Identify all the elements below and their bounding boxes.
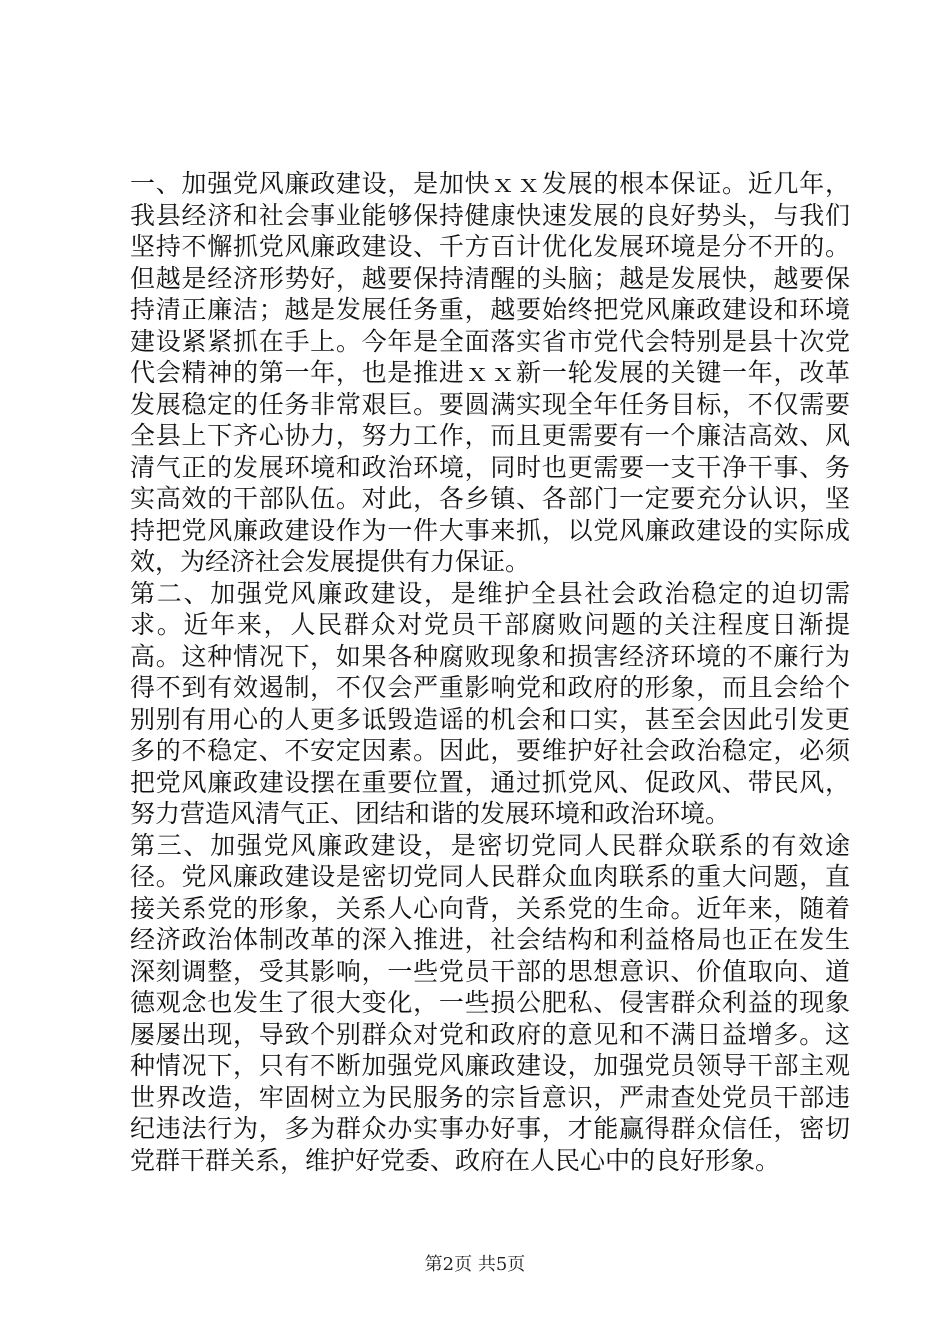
paragraph-1: 一、加强党风廉政建设，是加快ｘｘ发展的根本保证。近几年，我县经济和社会事业能够保持健康快速发展的良好势头，与我们坚持不懈抓党风廉政建设、千方百计优化发展环境是分不开的。但越是经济形势好，越要保持清醒的头脑；越是发展快，越要保持清正廉洁；越是发展任务重，越要始终把党风廉政建设和环境建设紧紧抓在手上。今年是全面落实省市党代会特别是县十次党代会精神的第一年，也是推进ｘｘ新一轮发展的关键一年，改革发展稳定的任务非常艰巨。要圆满实现全年任务目标，不仅需要全县上下齐心协力，努力工作，而且更需要有一个廉洁高效、风清气正的发展环境和政治环境，同时也更需要一支干净干事、务实高效的干部队伍。对此，各乡镇、各部门一定要充分认识，坚持把党风廉政建设作为一件大事来抓，以党风廉政建设的实际成效，为经济社会发展提供有力保证。 [130, 169, 850, 576]
document-body [130, 168, 850, 1176]
paragraph-2: 第二、加强党风廉政建设，是维护全县社会政治稳定的迫切需求。近年来，人民群众对党员干部腐败问题的关注程度日渐提高。这种情况下，如果各种腐败现象和损害经济环境的不廉行为得不到有效遏制，不仅会严重影响党和政府的形象，而且会给个别别有用心的人更多诋毁造谣的机会和口实，甚至会因此引发更多的不稳定、不安定因素。因此，要维护好社会政治稳定，必须把党风廉政建设摆在重要位置，通过抓党风、促政风、带民风，努力营造风清气正、团结和谐的发展环境和政治环境。 [130, 578, 850, 828]
paragraph-3: 第三、加强党风廉政建设，是密切党同人民群众联系的有效途径。党风廉政建设是密切党同人民群众血肉联系的重大问题，直接关系党的形象，关系人心向背，关系党的生命。近年来，随着经济政治体制改革的深入推进，社会结构和利益格局也正在发生深刻调整，受其影响，一些党员干部的思想意识、价值取向、道德观念也发生了很大变化，一些损公肥私、侵害群众利益的现象屡屡出现，导致个别群众对党和政府的意见和不满日益增多。这种情况下，只有不断加强党风廉政建设，加强党员领导干部主观世界改造，牢固树立为民服务的宗旨意识，严肃查处党员干部违纪违法行为，多为群众办实事办好事，才能赢得群众信任，密切党群干群关系，维护好党委、政府在人民心中的良好形象。 [130, 830, 850, 1175]
page-number-footer: 第2页 共5页 [424, 1254, 526, 1275]
